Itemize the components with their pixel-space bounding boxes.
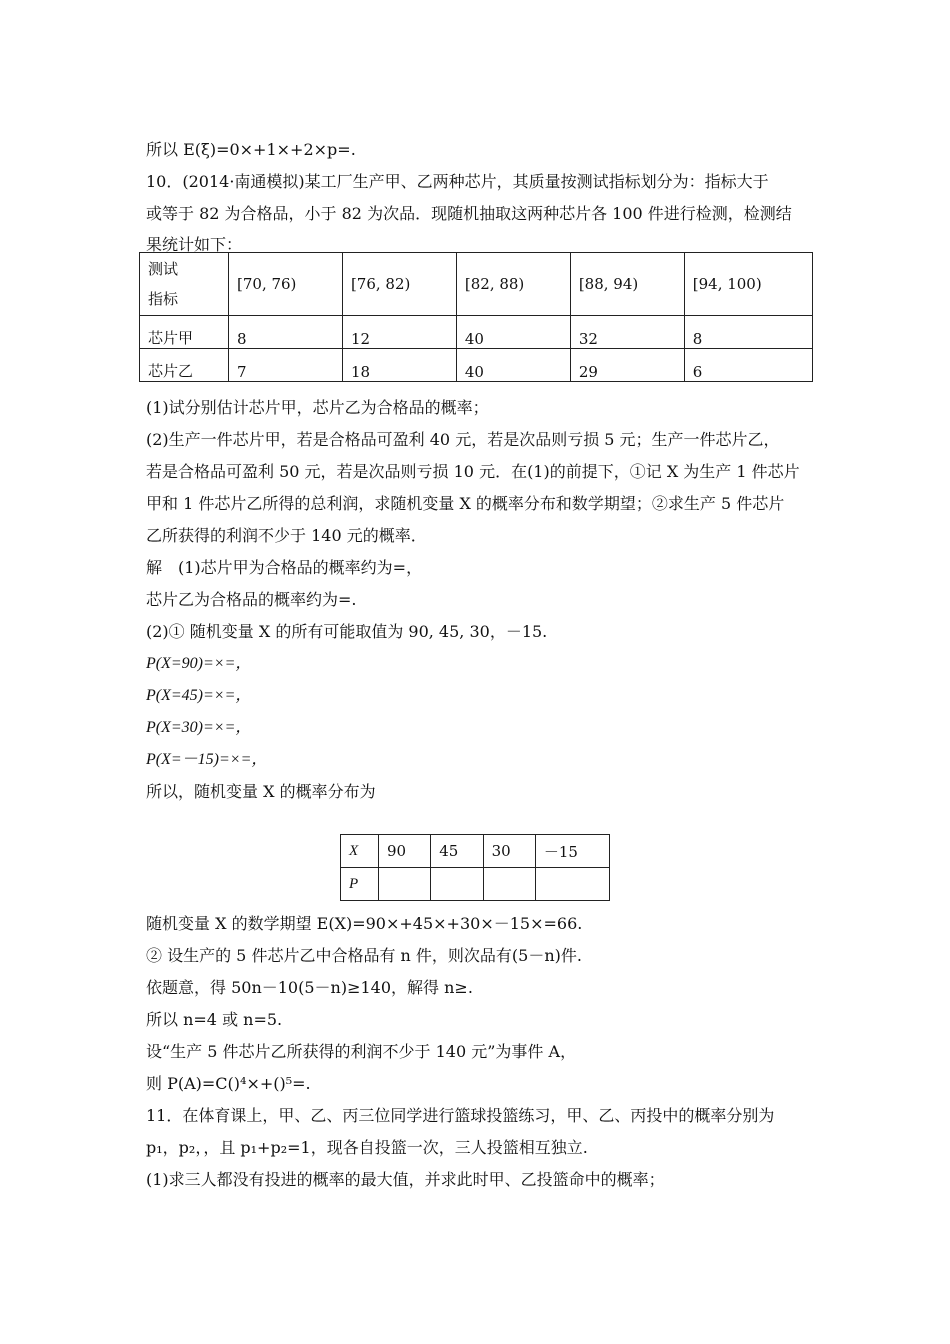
- table-header-cell: 测试 指标: [140, 253, 229, 316]
- text-line: 随机变量 X 的数学期望 E(X)=90×+45×+30×－15×=66.: [146, 914, 583, 933]
- table-cell: 30: [483, 835, 535, 868]
- table-cell: 29: [570, 349, 684, 382]
- text-line: 所以 E(ξ)=0×+1×+2×p=.: [146, 140, 356, 159]
- table-header-cell: [88, 94): [570, 253, 684, 316]
- text-line: ② 设生产的 5 件芯片乙中合格品有 n 件，则次品有(5－n)件.: [146, 946, 582, 965]
- text-line: (1)求三人都没有投进的概率的最大值，并求此时甲、乙投篮命中的概率；: [146, 1170, 665, 1189]
- table-row: [140, 316, 813, 349]
- table-cell: 32: [570, 316, 684, 349]
- table-row: [140, 349, 813, 382]
- table-header-cell: [76, 82): [342, 253, 456, 316]
- text-line: 则 P(A)=C()⁴×+()⁵=.: [146, 1074, 311, 1093]
- text-line: p₁，p₂，，且 p₁+p₂=1，现各自投篮一次，三人投篮相互独立.: [146, 1138, 588, 1157]
- text-line: 依题意，得 50n－10(5－n)≥140，解得 n≥.: [146, 978, 473, 997]
- table-cell: 8: [229, 316, 343, 349]
- text-line: P(X=45)=×=，: [146, 687, 252, 704]
- text-line: 设“生产 5 件芯片乙所获得的利润不少于 140 元”为事件 A，: [146, 1042, 577, 1061]
- table-cell: P: [341, 868, 379, 901]
- table-cell: [431, 868, 483, 901]
- table-cell: －15: [535, 835, 609, 868]
- text-line: P(X=30)=×=，: [146, 719, 252, 736]
- table-row: [341, 835, 610, 868]
- text-line: P(X=－15)=×=，: [146, 751, 268, 768]
- table-cell: 40: [456, 316, 570, 349]
- text-line: 或等于 82 为合格品，小于 82 为次品．现随机抽取这两种芯片各 100 件进行检测，检测结: [146, 204, 792, 223]
- table-cell: 45: [431, 835, 483, 868]
- text-line: 乙所获得的利润不少于 140 元的概率．: [146, 526, 427, 545]
- text-line: 所以 n=4 或 n=5.: [146, 1010, 283, 1029]
- table-header-row: [140, 253, 813, 316]
- table-cell: 90: [378, 835, 430, 868]
- table-header-cell: [70, 76): [229, 253, 343, 316]
- test-results-table: [139, 252, 813, 382]
- table-row: [341, 868, 610, 901]
- table-cell: [483, 868, 535, 901]
- table-cell: 7: [229, 349, 343, 382]
- text-line: 所以，随机变量 X 的概率分布为: [146, 782, 376, 801]
- table-cell: [378, 868, 430, 901]
- table-cell: 12: [342, 316, 456, 349]
- text-line: 甲和 1 件芯片乙所得的总利润，求随机变量 X 的概率分布和数学期望；②求生产 5 件芯片: [146, 494, 785, 513]
- text-line: 芯片乙为合格品的概率约为=.: [146, 590, 357, 609]
- probability-distribution-table: [340, 834, 610, 901]
- text-line: 若是合格品可盈利 50 元，若是次品则亏损 10 元．在(1)的前提下，①记 X 为生产 1 件芯片: [146, 462, 800, 481]
- table-cell: 40: [456, 349, 570, 382]
- text-line: 11．在体育课上，甲、乙、丙三位同学进行篮球投篮练习，甲、乙、丙投中的概率分别为: [146, 1106, 775, 1125]
- table-header-cell: [82, 88): [456, 253, 570, 316]
- text-line: P(X=90)=×=，: [146, 655, 252, 672]
- text-line: 10．(2014·南通模拟)某工厂生产甲、乙两种芯片，其质量按测试指标划分为：指标大于: [146, 172, 769, 191]
- text-line: (2)① 随机变量 X 的所有可能取值为 90, 45, 30，－15.: [146, 622, 548, 641]
- table-cell: 8: [684, 316, 812, 349]
- table-cell: 6: [684, 349, 812, 382]
- text-line: 解 (1)芯片甲为合格品的概率约为=，: [146, 558, 423, 577]
- table-cell: 芯片甲: [140, 316, 229, 349]
- table-header-cell: [94, 100): [684, 253, 812, 316]
- text-line: (1)试分别估计芯片甲，芯片乙为合格品的概率；: [146, 398, 489, 417]
- text-line: (2)生产一件芯片甲，若是合格品可盈利 40 元，若是次品则亏损 5 元；生产一件芯片乙，: [146, 430, 780, 449]
- table-cell: 芯片乙: [140, 349, 229, 382]
- table-cell: 18: [342, 349, 456, 382]
- table-cell: [535, 868, 609, 901]
- table-cell: X: [341, 835, 379, 868]
- text-line: 果统计如下：: [146, 235, 243, 254]
